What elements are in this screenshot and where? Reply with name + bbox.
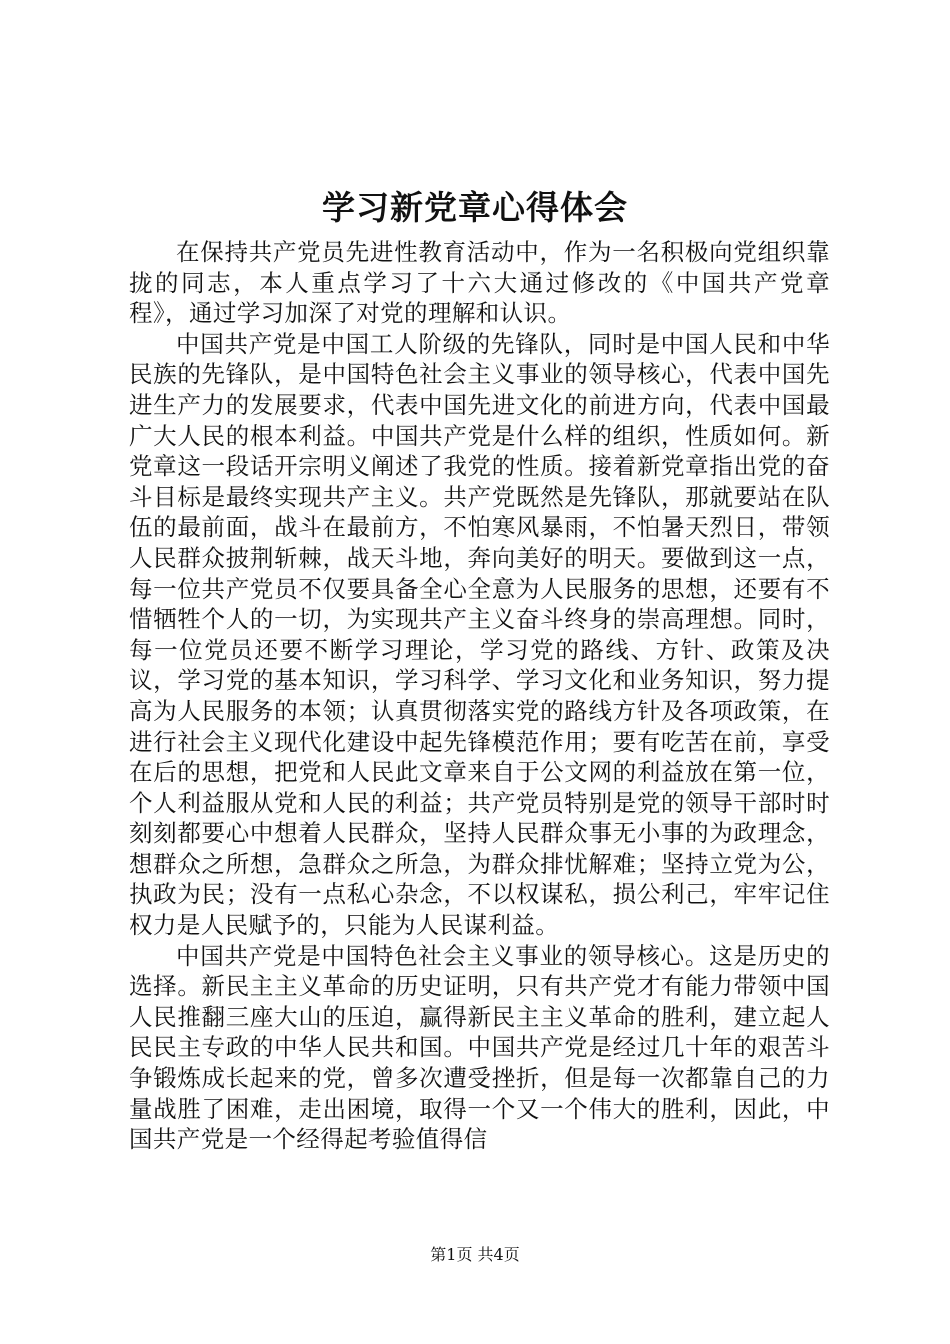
page-number-footer: 第1页 共4页: [430, 1245, 520, 1264]
document-title: 学习新党章心得体会: [322, 188, 628, 227]
paragraph-intro: 在保持共产党员先进性教育活动中，作为一名积极向党组织靠拢的同志，本人重点学习了十六大通过修改的《中国共产党章程》，通过学习加深了对党的理解和认识。: [129, 238, 830, 328]
paragraph-party-nature: 中国共产党是中国工人阶级的先锋队，同时是中国人民和中华民族的先锋队，是中国特色社会主义事业的领导核心，代表中国先进生产力的发展要求，代表中国先进文化的前进方向，代表中国最广大人民的根本利益。中国共产党是什么样的组织，性质如何。新党章这一段话开宗明义阐述了我党的性质。接着新党章指出党的奋斗目标是最终实现共产主义。共产党既然是先锋队，那就要站在队伍的最前面，战斗在最前方，不怕寒风暴雨，不怕暑天烈日，带领人民群众披荆斩棘，战天斗地，奔向美好的明天。要做到这一点，每一位共产党员不仅要具备全心全意为人民服务的思想，还要有不惜牺牲个人的一切，为实现共产主义奋斗终身的崇高理想。同时，每一位党员还要不断学习理论，学习党的路线、方针、政策及决议，学习党的基本知识，学习科学、学习文化和业务知识，努力提高为人民服务的本领；认真贯彻落实党的路线方针及各项政策，在进行社会主义现代化建设中起先锋模范作用；要有吃苦在前，享受在后的思想，把党和人民此文章来自于公文网的利益放在第一位，个人利益服从党和人民的利益；共产党员特别是党的领导干部时时刻刻都要心中想着人民群众，坚持人民群众事无小事的为政理念，想群众之所想，急群众之所急，为群众排忧解难；坚持立党为公，执政为民；没有一点私心杂念，不以权谋私，损公利己，牢牢记住权力是人民赋予的，只能为人民谋利益。: [129, 329, 830, 940]
document-body: [129, 237, 830, 1155]
paragraph-leadership-core: 中国共产党是中国特色社会主义事业的领导核心。这是历史的选择。新民主主义革命的历史证明，只有共产党才有能力带领中国人民推翻三座大山的压迫，赢得新民主主义革命的胜利，建立起人民民主专政的中华人民共和国。中国共产党是经过几十年的艰苦斗争锻炼成长起来的党，曾多次遭受挫折，但是每一次都靠自己的力量战胜了困难，走出困境，取得一个又一个伟大的胜利，因此，中国共产党是一个经得起考验值得信: [129, 941, 830, 1154]
